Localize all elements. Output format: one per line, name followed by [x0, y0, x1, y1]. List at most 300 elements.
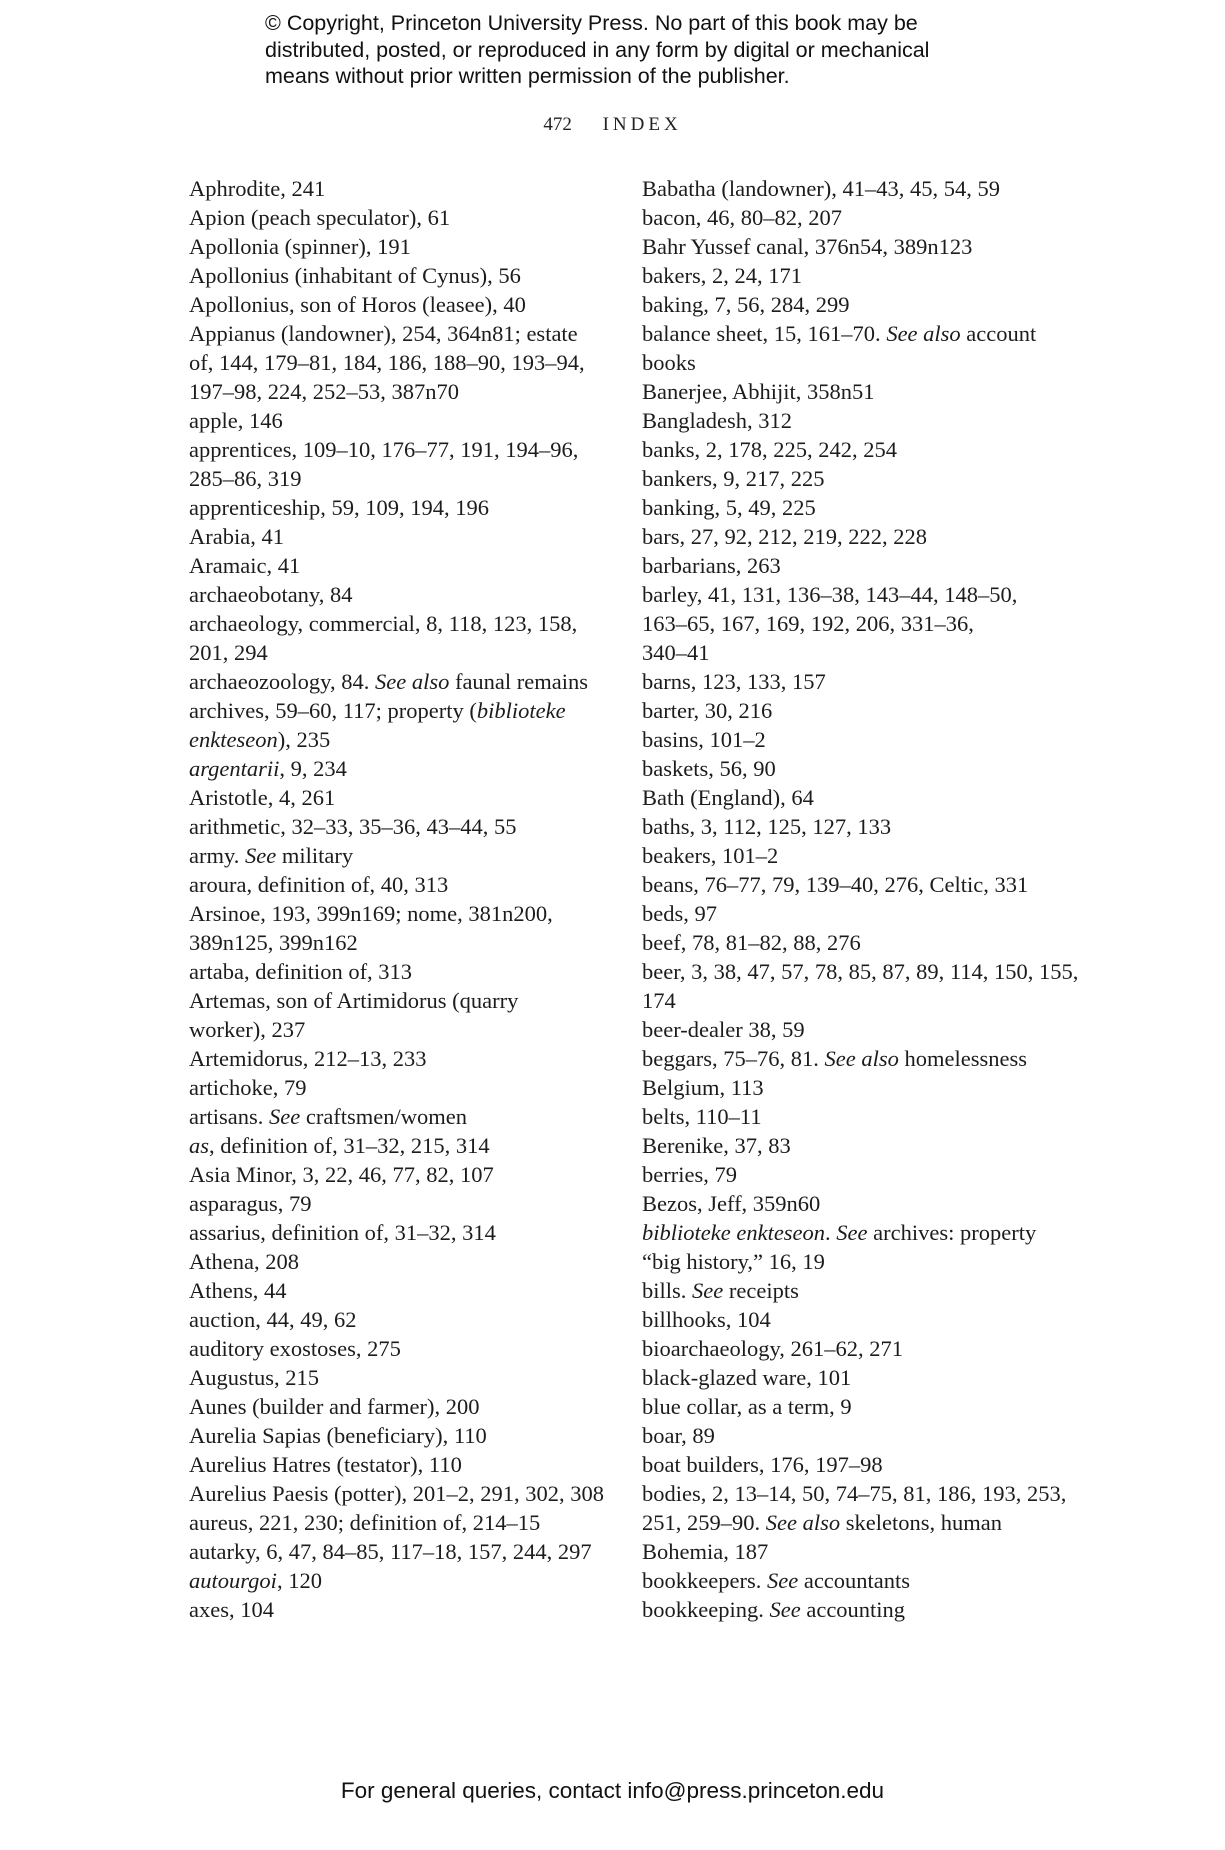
index-entry — [642, 1479, 1067, 1537]
index-entry — [642, 1102, 1052, 1131]
index-text: black-glazed ware, 101 — [642, 1365, 852, 1390]
index-entry — [642, 551, 1052, 580]
index-entry-line — [189, 1450, 609, 1479]
index-entry — [189, 1276, 609, 1305]
index-entry-line — [189, 1421, 609, 1450]
index-entry — [189, 174, 609, 203]
index-text: bacon, 46, 80–82, 207 — [642, 205, 842, 230]
index-entry-line — [642, 1334, 1052, 1363]
index-entry — [642, 1363, 1052, 1392]
index-text: asparagus, 79 — [189, 1191, 312, 1216]
index-entry-line — [642, 1044, 1052, 1073]
index-entry — [189, 1131, 609, 1160]
index-text: billhooks, 104 — [642, 1307, 771, 1332]
index-entry — [189, 1247, 609, 1276]
index-text: Aphrodite, 241 — [189, 176, 326, 201]
index-text: , definition of, 31–32, 215, 314 — [209, 1133, 490, 1158]
index-entry — [642, 696, 1052, 725]
index-text: artaba, definition of, 313 — [189, 959, 413, 984]
index-text: Bahr Yussef canal, 376n54, 389n123 — [642, 234, 973, 259]
index-entry — [189, 290, 609, 319]
index-entry — [642, 290, 1052, 319]
index-text: boat builders, 176, 197–98 — [642, 1452, 883, 1477]
index-entry — [189, 1508, 609, 1537]
index-entry — [642, 1015, 1052, 1044]
index-text: Artemas, son of Artimidorus (quarry — [189, 988, 519, 1013]
index-text: beakers, 101–2 — [642, 843, 779, 868]
index-entry-line — [189, 522, 609, 551]
index-entry — [642, 1131, 1052, 1160]
index-italic-text: as — [189, 1133, 210, 1158]
index-italic-text: See — [692, 1278, 724, 1303]
index-entry-line — [642, 841, 1052, 870]
index-entry — [189, 1479, 609, 1508]
index-entry — [189, 609, 609, 667]
index-italic-text: autourgoi — [189, 1568, 277, 1593]
index-italic-text: See also — [886, 321, 961, 346]
index-entry-line — [189, 232, 609, 261]
index-entry-line — [642, 1508, 1052, 1537]
index-text: faunal remains — [449, 669, 589, 694]
index-entry-line — [642, 725, 1052, 754]
index-entry — [189, 522, 609, 551]
index-entry-line — [642, 1450, 1052, 1479]
index-text: axes, 104 — [189, 1597, 274, 1622]
index-text: archives, 59–60, 117; property ( — [189, 698, 477, 723]
index-text: 197–98, 224, 252–53, 387n70 — [189, 379, 459, 404]
index-entry — [642, 841, 1052, 870]
index-text: Augustus, 215 — [189, 1365, 320, 1390]
index-italic-text: biblioteke enkteseon — [642, 1220, 826, 1245]
index-entry — [189, 1421, 609, 1450]
index-italic-text: See — [836, 1220, 868, 1245]
index-entry-line — [642, 319, 1052, 348]
index-entry-line — [189, 1044, 609, 1073]
index-text: 340–41 — [642, 640, 710, 665]
index-text: artichoke, 79 — [189, 1075, 307, 1100]
index-text: Asia Minor, 3, 22, 46, 77, 82, 107 — [189, 1162, 494, 1187]
index-text: Aramaic, 41 — [189, 553, 301, 578]
index-entry-line — [642, 1479, 1067, 1508]
index-entry-line — [642, 1218, 1052, 1247]
index-text: Appianus (landowner), 254, 364n81; estate — [189, 321, 578, 346]
index-text: barley, 41, 131, 136–38, 143–44, 148–50, — [642, 582, 1018, 607]
index-entry — [642, 1305, 1052, 1334]
index-text: blue collar, as a term, 9 — [642, 1394, 852, 1419]
index-entry — [189, 957, 609, 986]
index-text: 251, 259–90. — [642, 1510, 766, 1535]
index-text: military — [276, 843, 354, 868]
index-text: beans, 76–77, 79, 139–40, 276, Celtic, 331 — [642, 872, 1029, 897]
index-entry-line — [189, 754, 609, 783]
index-entry-line — [189, 1595, 609, 1624]
index-entry-line — [189, 1102, 609, 1131]
index-entry — [189, 1450, 609, 1479]
index-text: Babatha (landowner), 41–43, 45, 54, 59 — [642, 176, 1001, 201]
index-entry — [642, 1537, 1052, 1566]
index-text: beer-dealer 38, 59 — [642, 1017, 805, 1042]
index-entry-line — [642, 1073, 1052, 1102]
index-column-left — [189, 174, 609, 1624]
index-text: beds, 97 — [642, 901, 717, 926]
index-entry — [189, 1363, 609, 1392]
index-entry-line — [189, 203, 609, 232]
index-entry-line — [642, 580, 1052, 609]
index-entry-line — [642, 1392, 1052, 1421]
index-entry — [189, 1566, 609, 1595]
index-entry-line — [189, 551, 609, 580]
index-entry — [642, 377, 1052, 406]
index-entry — [189, 1392, 609, 1421]
index-entry-line — [642, 957, 1079, 986]
index-text: belts, 110–11 — [642, 1104, 762, 1129]
index-text: berries, 79 — [642, 1162, 737, 1187]
index-text: artisans. — [189, 1104, 269, 1129]
index-entry-line — [189, 1160, 609, 1189]
index-text: accounting — [800, 1597, 906, 1622]
index-text: Arabia, 41 — [189, 524, 284, 549]
index-entry — [189, 841, 609, 870]
index-text: auditory exostoses, 275 — [189, 1336, 401, 1361]
index-entry — [189, 899, 609, 957]
index-entry — [642, 870, 1052, 899]
index-text: 389n125, 399n162 — [189, 930, 358, 955]
index-text: craftsmen/women — [300, 1104, 468, 1129]
index-entry-line — [642, 261, 1052, 290]
index-text: skeletons, human — [840, 1510, 1002, 1535]
index-entry-line — [189, 638, 609, 667]
index-entry — [189, 812, 609, 841]
index-text: accountants — [798, 1568, 911, 1593]
index-entry — [642, 1595, 1052, 1624]
index-entry — [642, 667, 1052, 696]
index-text: apprentices, 109–10, 176–77, 191, 194–96, — [189, 437, 579, 462]
index-italic-text: See — [766, 1568, 799, 1593]
index-text: autarky, 6, 47, 84–85, 117–18, 157, 244, 297 — [189, 1539, 592, 1564]
index-text: receipts — [723, 1278, 799, 1303]
index-entry — [642, 406, 1052, 435]
index-entry-line — [189, 1305, 609, 1334]
index-text: archaeozoology, 84. — [189, 669, 375, 694]
index-entry — [642, 928, 1052, 957]
index-italic-text: See — [245, 843, 277, 868]
index-text: of, 144, 179–81, 184, 186, 188–90, 193–94, — [189, 350, 585, 375]
index-text: beggars, 75–76, 81. — [642, 1046, 825, 1071]
index-entry — [642, 232, 1052, 261]
index-italic-text: See also — [374, 669, 450, 694]
index-text: barter, 30, 216 — [642, 698, 773, 723]
index-text: Aurelius Paesis (potter), 201–2, 291, 302, 308 — [189, 1481, 604, 1506]
index-text: bookkeeping. — [642, 1597, 770, 1622]
index-entry — [642, 812, 1052, 841]
index-text: Arsinoe, 193, 399n169; nome, 381n200, — [189, 901, 553, 926]
index-text: barns, 123, 133, 157 — [642, 669, 826, 694]
index-text: Artemidorus, 212–13, 233 — [189, 1046, 427, 1071]
index-italic-text: enkteseon — [189, 727, 278, 752]
index-entry — [189, 1102, 609, 1131]
index-entry — [189, 406, 609, 435]
index-entry — [189, 986, 609, 1044]
index-text: baths, 3, 112, 125, 127, 133 — [642, 814, 892, 839]
index-entry-line — [189, 1189, 609, 1218]
index-entry-line — [642, 986, 1052, 1015]
index-entry-line — [189, 812, 609, 841]
index-text: Aurelia Sapias (beneficiary), 110 — [189, 1423, 487, 1448]
index-italic-text: biblioteke — [476, 698, 566, 723]
index-entry-line — [189, 290, 609, 319]
index-entry-line — [189, 435, 609, 464]
index-entry-line — [189, 406, 609, 435]
index-entry — [642, 1218, 1052, 1247]
index-text: army. — [189, 843, 246, 868]
index-text: aroura, definition of, 40, 313 — [189, 872, 449, 897]
index-entry — [642, 1421, 1052, 1450]
index-entry-line — [642, 928, 1052, 957]
index-text: Apollonius (inhabitant of Cynus), 56 — [189, 263, 521, 288]
index-entry — [642, 435, 1052, 464]
index-entry-line — [189, 986, 609, 1015]
index-entry-line — [189, 957, 609, 986]
index-entry — [642, 1566, 1052, 1595]
index-column-right — [642, 174, 1079, 1624]
index-text: banks, 2, 178, 225, 242, 254 — [642, 437, 897, 462]
index-text: . — [825, 1220, 837, 1245]
index-entry-line — [189, 377, 609, 406]
index-text: apprenticeship, 59, 109, 194, 196 — [189, 495, 489, 520]
index-entry — [642, 464, 1052, 493]
index-entry-line — [642, 1566, 1052, 1595]
index-entry-line — [189, 261, 609, 290]
index-text: homelessness — [898, 1046, 1027, 1071]
index-text: 201, 294 — [189, 640, 268, 665]
index-text: 285–86, 319 — [189, 466, 302, 491]
index-entry-line — [642, 899, 1052, 928]
index-text: apple, 146 — [189, 408, 283, 433]
index-text: Berenike, 37, 83 — [642, 1133, 791, 1158]
index-text: ), 235 — [277, 727, 331, 752]
index-entry — [642, 1044, 1052, 1073]
index-text: Banerjee, Abhijit, 358n51 — [642, 379, 875, 404]
index-text: baking, 7, 56, 284, 299 — [642, 292, 850, 317]
index-entry-line — [189, 870, 609, 899]
index-entry — [189, 551, 609, 580]
index-entry-line — [642, 1595, 1052, 1624]
index-entry — [189, 1305, 609, 1334]
index-entry — [642, 1276, 1052, 1305]
index-entry-line — [189, 493, 609, 522]
index-entry-line — [642, 783, 1052, 812]
index-entry-line — [189, 1479, 609, 1508]
index-text: Bezos, Jeff, 359n60 — [642, 1191, 821, 1216]
index-text: Apollonia (spinner), 191 — [189, 234, 411, 259]
index-entry — [189, 1334, 609, 1363]
index-entry-line — [642, 696, 1052, 725]
index-entry-line — [642, 377, 1052, 406]
index-entry — [189, 870, 609, 899]
index-entry-line — [642, 232, 1052, 261]
index-entry-line — [189, 841, 609, 870]
index-entry-line — [189, 928, 609, 957]
index-entry-line — [642, 290, 1052, 319]
index-text: archaeobotany, 84 — [189, 582, 353, 607]
index-entry-line — [189, 609, 609, 638]
index-text: Apion (peach speculator), 61 — [189, 205, 451, 230]
index-entry-line — [189, 899, 609, 928]
index-entry-line — [189, 348, 609, 377]
index-entry-line — [642, 493, 1052, 522]
index-entry-line — [642, 1276, 1052, 1305]
index-text: archives: property — [867, 1220, 1037, 1245]
index-text: banking, 5, 49, 225 — [642, 495, 816, 520]
index-entry — [642, 957, 1079, 1015]
index-entry — [642, 580, 1052, 667]
index-text: Bohemia, 187 — [642, 1539, 769, 1564]
index-text: bioarchaeology, 261–62, 271 — [642, 1336, 903, 1361]
index-text: baskets, 56, 90 — [642, 756, 776, 781]
index-entry-line — [642, 435, 1052, 464]
index-entry — [642, 1189, 1052, 1218]
contact-footer: For general queries, contact info@press.princeton.edu — [340, 1778, 885, 1803]
index-entry-line — [642, 203, 1052, 232]
index-entry-line — [642, 406, 1052, 435]
index-text: boar, 89 — [642, 1423, 715, 1448]
index-text: books — [642, 350, 696, 375]
index-entry-line — [642, 464, 1052, 493]
index-entry — [642, 261, 1052, 290]
index-entry-line — [189, 725, 609, 754]
index-entry-line — [642, 754, 1052, 783]
index-entry-line — [642, 870, 1052, 899]
index-text: bodies, 2, 13–14, 50, 74–75, 81, 186, 193, 253, — [642, 1481, 1067, 1506]
index-text: Aunes (builder and farmer), 200 — [189, 1394, 480, 1419]
index-entry — [189, 261, 609, 290]
index-text: Athens, 44 — [189, 1278, 287, 1303]
index-entry — [642, 899, 1052, 928]
index-text: bookkeepers. — [642, 1568, 767, 1593]
index-entry-line — [189, 696, 609, 725]
index-entry — [642, 174, 1052, 203]
index-entry — [642, 725, 1052, 754]
index-italic-text: See also — [765, 1510, 841, 1535]
index-entry-line — [642, 1537, 1052, 1566]
index-entry-line — [189, 174, 609, 203]
index-text: , 120 — [276, 1568, 322, 1593]
index-entry-line — [642, 1189, 1052, 1218]
index-text: Aristotle, 4, 261 — [189, 785, 336, 810]
index-entry-line — [642, 1247, 1052, 1276]
index-text: arithmetic, 32–33, 35–36, 43–44, 55 — [189, 814, 517, 839]
index-entry-line — [642, 1305, 1052, 1334]
index-entry — [189, 1160, 609, 1189]
index-italic-text: See — [769, 1597, 801, 1622]
running-head-title: INDEX — [602, 114, 682, 135]
index-entry — [189, 1044, 609, 1073]
index-entry-line — [189, 1508, 609, 1537]
index-text: archaeology, commercial, 8, 118, 123, 158, — [189, 611, 578, 636]
index-entry-line — [189, 580, 609, 609]
index-text: beef, 78, 81–82, 88, 276 — [642, 930, 861, 955]
index-entry-line — [642, 522, 1052, 551]
index-text: bankers, 9, 217, 225 — [642, 466, 825, 491]
index-entry — [642, 754, 1052, 783]
index-text: bars, 27, 92, 212, 219, 222, 228 — [642, 524, 927, 549]
index-entry — [189, 493, 609, 522]
index-entry — [642, 1160, 1052, 1189]
index-entry — [189, 754, 609, 783]
index-text: “big history,” 16, 19 — [642, 1249, 825, 1274]
index-entry-line — [642, 174, 1052, 203]
index-text: beer, 3, 38, 47, 57, 78, 85, 87, 89, 114, 150, 155, — [642, 959, 1079, 984]
index-entry — [642, 1392, 1052, 1421]
index-entry-line — [642, 812, 1052, 841]
index-entry-line — [189, 1218, 609, 1247]
running-head — [0, 114, 1225, 136]
index-italic-text: See — [268, 1104, 301, 1129]
index-text: Athena, 208 — [189, 1249, 299, 1274]
index-text: account — [960, 321, 1037, 346]
index-entry-line — [642, 667, 1052, 696]
index-entry-line — [189, 1247, 609, 1276]
index-text: Bath (England), 64 — [642, 785, 814, 810]
index-text: auction, 44, 49, 62 — [189, 1307, 357, 1332]
index-text: 174 — [642, 988, 676, 1013]
index-entry — [642, 1247, 1052, 1276]
index-entry — [189, 203, 609, 232]
index-entry — [189, 232, 609, 261]
index-entry-line — [189, 667, 609, 696]
index-entry-line — [189, 1363, 609, 1392]
index-text: Apollonius, son of Horos (leasee), 40 — [189, 292, 526, 317]
index-italic-text: argentarii — [189, 756, 280, 781]
index-entry-line — [642, 1363, 1052, 1392]
index-entry — [642, 522, 1052, 551]
index-entry — [642, 783, 1052, 812]
index-entry-line — [642, 1131, 1052, 1160]
index-entry — [189, 1537, 609, 1566]
index-text: aureus, 221, 230; definition of, 214–15 — [189, 1510, 541, 1535]
index-entry — [189, 667, 609, 696]
index-entry-line — [189, 1131, 609, 1160]
index-entry — [642, 1073, 1052, 1102]
index-text: basins, 101–2 — [642, 727, 766, 752]
index-entry-line — [189, 1537, 609, 1566]
index-entry — [642, 493, 1052, 522]
index-text: Bangladesh, 312 — [642, 408, 792, 433]
index-entry — [189, 580, 609, 609]
index-entry — [189, 1073, 609, 1102]
index-text: Belgium, 113 — [642, 1075, 764, 1100]
index-entry-line — [642, 1421, 1052, 1450]
index-entry — [189, 1595, 609, 1624]
index-entry — [189, 319, 609, 406]
page-number: 472 — [543, 114, 572, 135]
index-entry-line — [642, 1102, 1052, 1131]
index-entry-line — [642, 1160, 1052, 1189]
index-entry — [189, 1189, 609, 1218]
index-entry — [642, 203, 1052, 232]
index-text: balance sheet, 15, 161–70. — [642, 321, 887, 346]
index-entry — [189, 435, 609, 493]
index-entry-line — [189, 1392, 609, 1421]
index-entry-line — [642, 348, 1052, 377]
index-entry — [189, 783, 609, 812]
index-entry-line — [189, 1276, 609, 1305]
copyright-notice: © Copyright, Princeton University Press. No part of this book may be distributed, posted, or reproduced in any form by digital or mechanical means without prior written permission of the publisher. — [265, 11, 930, 88]
index-text: 163–65, 167, 169, 192, 206, 331–36, — [642, 611, 974, 636]
index-entry — [189, 696, 609, 754]
index-italic-text: See also — [824, 1046, 899, 1071]
index-text: , 9, 234 — [279, 756, 347, 781]
